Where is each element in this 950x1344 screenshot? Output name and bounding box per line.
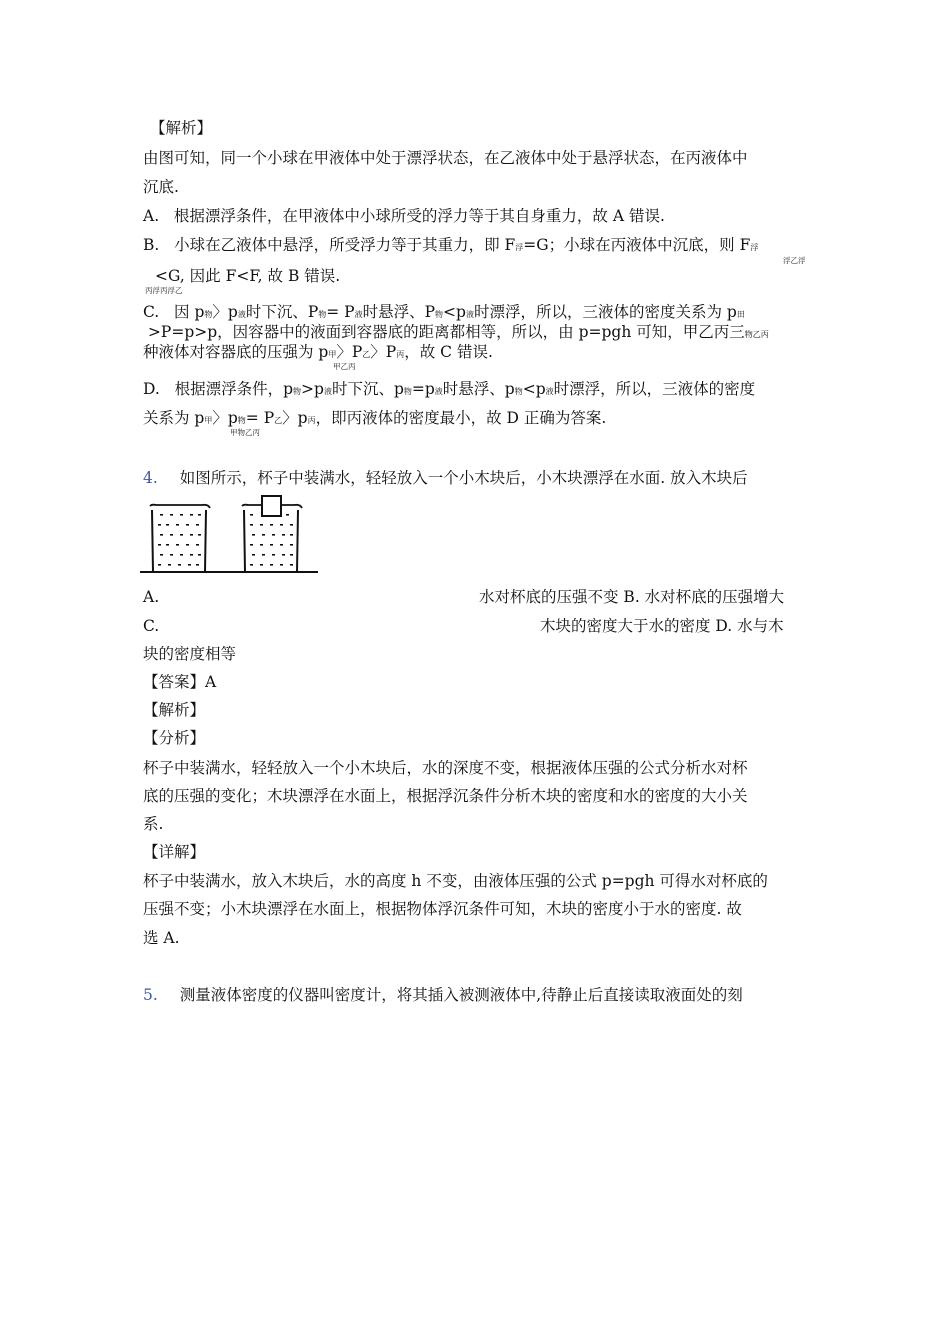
question-4-option-d-continued: 块的密度相等 xyxy=(143,645,237,663)
question-4-fenxi-header: 【分析】 xyxy=(143,729,206,747)
question-4-stem: 4. 如图所示，杯子中装满水，轻轻放入一个小木块后，小木块漂浮在水面. 放入木块后 xyxy=(143,469,748,487)
question-4-option-c-d-text: 木块的密度大于水的密度 D. 水与木 xyxy=(540,617,784,635)
option-b-subscript-note: 浮乙浮 xyxy=(783,256,806,265)
question-4-fenxi-line-3: 系. xyxy=(143,815,164,833)
option-b-subscript-note-2: 丙浮丙浮乙 xyxy=(145,286,183,295)
option-c-subscript-note: 甲乙丙 xyxy=(333,362,356,371)
question-4-option-a-b-text: 水对杯底的压强不变 B. 水对杯底的压强增大 xyxy=(479,588,785,606)
option-b-analysis-line-1: B. 小球在乙液体中悬浮，所受浮力等于其重力，即 F浮=G；小球在丙液体中沉底，则 F浮 xyxy=(143,236,759,254)
analysis-header: 【解析】 xyxy=(150,119,213,137)
question-5-stem: 5. 测量液体密度的仪器叫密度计，将其插入被测液体中,待静止后直接读取液面处的刻 xyxy=(143,986,743,1004)
question-4-detail-line-2: 压强不变；小木块漂浮在水面上，根据物体浮沉条件可知，木块的密度小于水的密度. 故 xyxy=(143,900,742,918)
water-dots-right xyxy=(250,514,293,566)
question-4-fenxi-line-2: 底的压强的变化；木块漂浮在水面上，根据浮沉条件分析木块的密度和水的密度的大小关 xyxy=(143,787,748,805)
question-4-option-c-label: C. xyxy=(143,617,160,635)
question-4-detail-header: 【详解】 xyxy=(143,843,206,861)
question-5-number: 5. xyxy=(143,986,158,1004)
question-4-answer: 【答案】A xyxy=(143,673,217,691)
cup-with-wood-block xyxy=(242,496,302,572)
water-dots-left xyxy=(158,514,201,566)
question-4-option-a-label: A. xyxy=(143,588,160,606)
option-c-analysis-line-1: C. 因 p物〉p液时下沉、P物= P液时悬浮、P物<p液时漂浮，所以，三液体的密度关系为 p田 xyxy=(143,303,745,321)
question-4-number: 4. xyxy=(143,469,158,487)
question-4-fenxi-line-1: 杯子中装满水，轻轻放入一个小木块后，水的深度不变，根据液体压强的公式分析水对杯 xyxy=(143,759,748,777)
option-d-analysis-line-2: 关系为 p甲〉p物= P乙〉p丙，即丙液体的密度最小，故 D 正确为答案. xyxy=(143,409,607,427)
option-d-analysis-line-1: D. 根据漂浮条件，p物>p液时下沉、p物=p液时悬浮、p物<p液时漂浮，所以，三液体的密度 xyxy=(143,380,756,398)
question-4-detail-line-1: 杯子中装满水，放入木块后，水的高度 h 不变，由液体压强的公式 p=pgh 可得水对杯底的 xyxy=(143,872,768,890)
option-c-analysis-line-2: >P=p>p，因容器中的液面到容器底的距离都相等，所以，由 p=pgh 可知，甲乙丙三物乙丙 xyxy=(143,323,769,341)
analysis-intro-line-1: 由图可知，同一个小球在甲液体中处于漂浮状态，在乙液体中处于悬浮状态，在丙液体中 xyxy=(143,149,748,167)
option-b-analysis-line-2: <G, 因此 F<F, 故 B 错误. xyxy=(155,267,341,285)
question-4-analysis-header: 【解析】 xyxy=(143,701,206,719)
cup-full-of-water xyxy=(150,505,210,572)
question-4-detail-line-3: 选 A. xyxy=(143,929,180,947)
option-c-analysis-line-3: 种液体对容器底的压强为 p甲〉P乙〉P丙，故 C 错误. xyxy=(143,343,493,361)
option-d-subscript-note: 甲物乙丙 xyxy=(230,428,260,437)
cups-figure xyxy=(140,492,320,576)
analysis-intro-line-2: 沉底. xyxy=(143,178,179,196)
option-a-analysis: A. 根据漂浮条件，在甲液体中小球所受的浮力等于其自身重力，故 A 错误. xyxy=(143,207,665,225)
wood-block xyxy=(262,496,281,516)
